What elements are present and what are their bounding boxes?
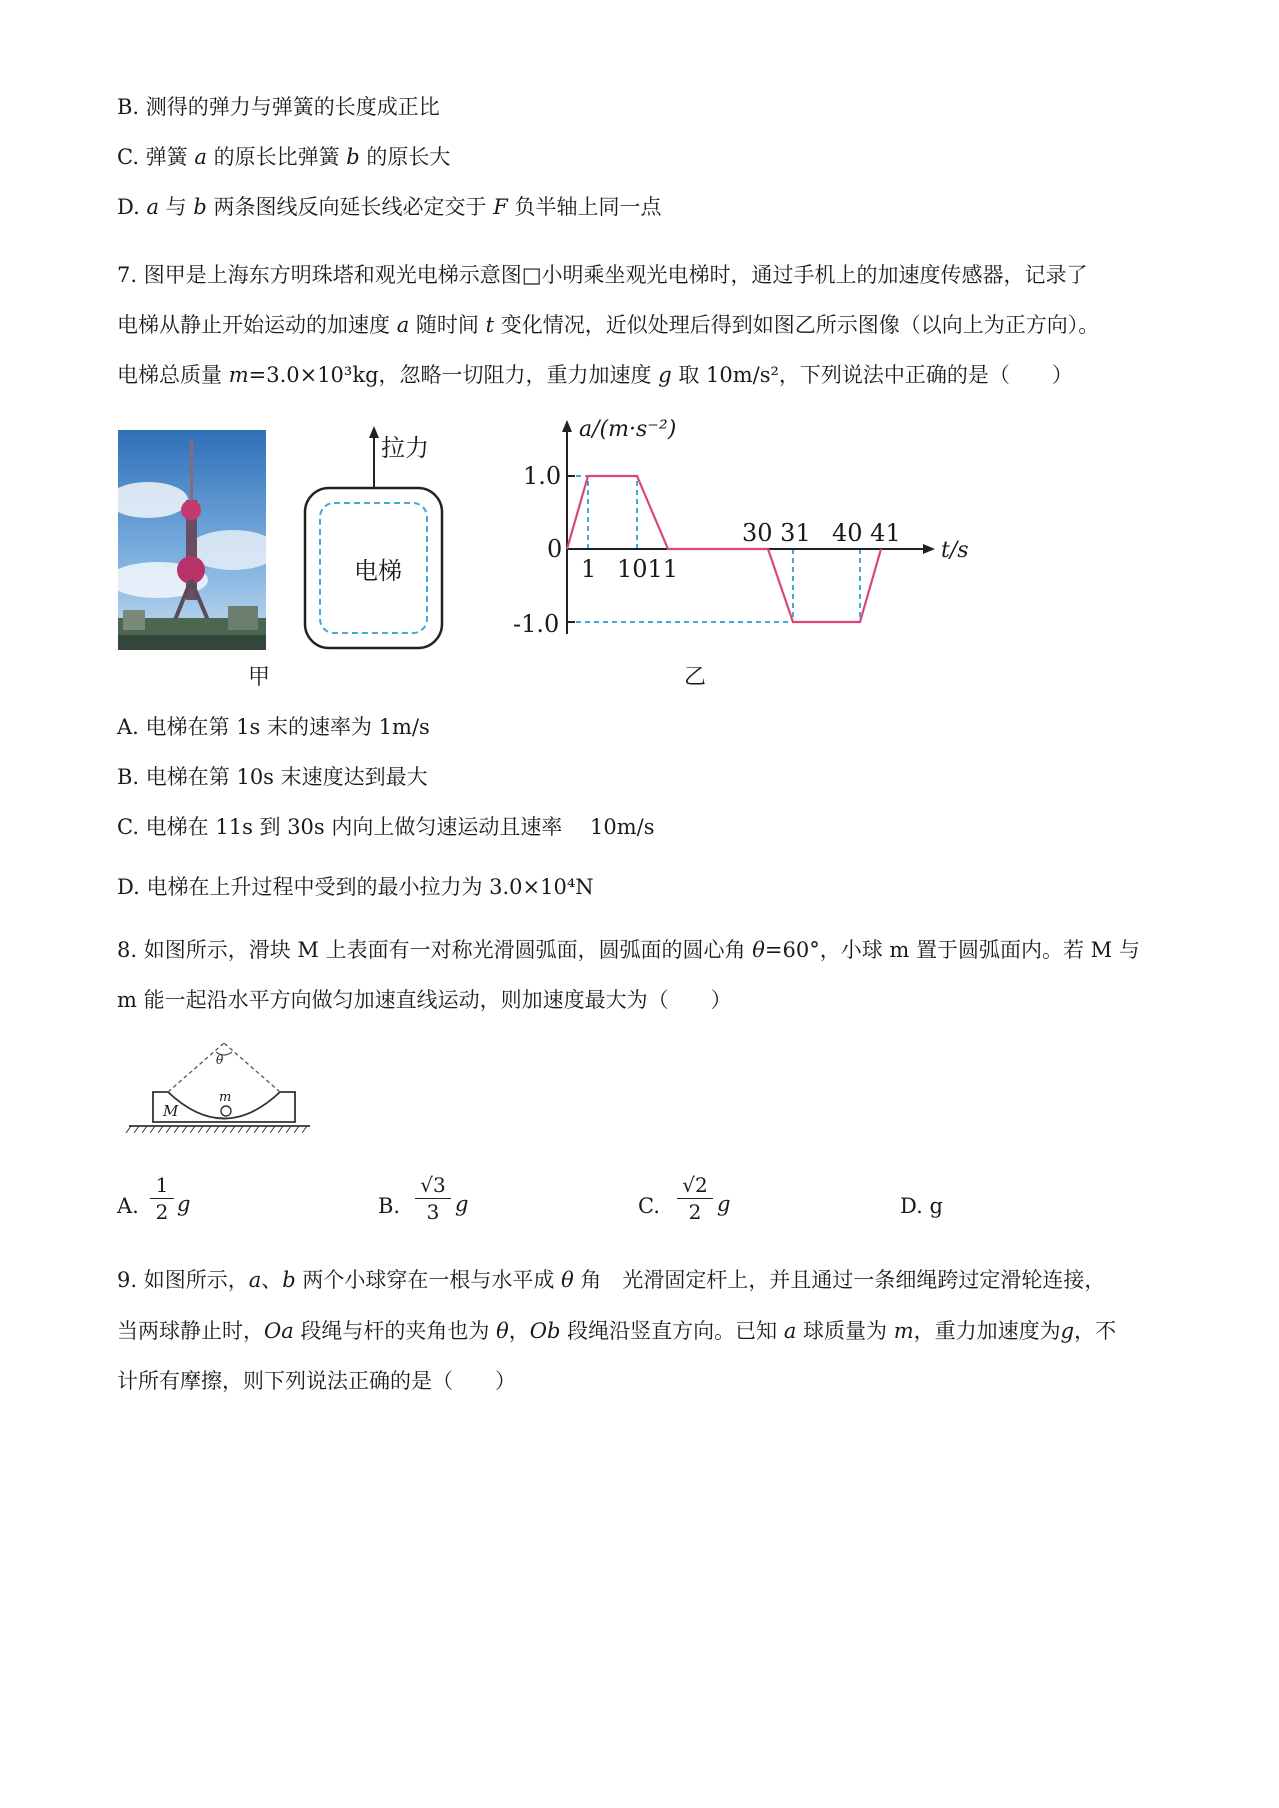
tower-photo: [118, 430, 266, 650]
q8-option-c-g: g: [717, 1192, 731, 1216]
q9-stem-line2: 当两球静止时，Oa 段绳与杆的夹角也为 θ，Ob 段绳沿竖直方向。已知 a 球质量为 m，重力加速度为g，不: [117, 1319, 1117, 1343]
q6-option-b: B. 测得的弹力与弹簧的长度成正比: [117, 95, 440, 119]
y-axis-arrow: [562, 420, 572, 432]
x-tick-label-40-41: 40 41: [832, 519, 901, 547]
figure-ball-m-label: m: [219, 1090, 232, 1105]
q7-option-b: B. 电梯在第 10s 末速度达到最大: [117, 765, 428, 789]
q6-option-d: D. a 与 b 两条图线反向延长线必定交于 F 负半轴上同一点: [117, 195, 662, 219]
y-tick-label-neg: -1.0: [513, 610, 560, 638]
x-tick-label-1: 1: [581, 555, 597, 583]
q7-option-a: A. 电梯在第 1s 末的速率为 1m/s: [117, 715, 430, 739]
q8-stem-line2: m 能一起沿水平方向做匀加速直线运动，则加速度最大为（ ）: [117, 988, 732, 1012]
x-tick-label-30-31: 30 31: [742, 519, 811, 547]
x-tick-label-10-11: 1011: [617, 555, 679, 583]
q8-option-b-g: g: [455, 1192, 469, 1216]
elevator-label: 电梯: [354, 557, 402, 585]
y-tick-label-zero: 0: [547, 535, 563, 563]
q8-option-b-label: B.: [378, 1194, 401, 1218]
y-tick-label-pos: 1.0: [523, 462, 562, 490]
figure-theta-label: θ: [216, 1053, 224, 1067]
tension-label: 拉力: [381, 434, 429, 462]
q7-stem-line3: 电梯总质量 m=3.0×10³kg，忽略一切阻力，重力加速度 g 取 10m/s²，下列说法中正确的是（ ）: [117, 363, 1073, 387]
q8-option-c-label: C.: [638, 1194, 660, 1218]
x-axis-label: t/s: [941, 538, 969, 563]
q6-option-c: C. 弹簧 a 的原长比弹簧 b 的原长大: [117, 145, 451, 169]
q9-stem-line1: 9. 如图所示，a、b 两个小球穿在一根与水平成 θ 角 光滑固定杆上，并且通过一条细绳跨过定滑轮连接，: [117, 1268, 1106, 1292]
figure-block-M-label: M: [163, 1102, 179, 1120]
q8-option-d: D. g: [900, 1194, 943, 1218]
q7-option-d: D. 电梯在上升过程中受到的最小拉力为 3.0×10⁴N: [117, 875, 594, 899]
y-axis-label: a/(m·s⁻²): [579, 417, 677, 442]
q8-stem-line1: 8. 如图所示，滑块 M 上表面有一对称光滑圆弧面，圆弧面的圆心角 θ=60°，小球 m 置于圆弧面内。若 M 与: [117, 938, 1140, 962]
q9-stem-line3: 计所有摩擦，则下列说法正确的是（ ）: [117, 1369, 516, 1393]
q8-option-b-fraction: $\frac{√3}{3}$: [415, 1172, 451, 1225]
figure-yi-label: 乙: [684, 665, 707, 690]
q7-option-c: C. 电梯在 11s 到 30s 内向上做匀速运动且速率 10m/s: [117, 815, 655, 839]
q7-stem-line1: 7. 图甲是上海东方明珠塔和观光电梯示意图□小明乘坐观光电梯时，通过手机上的加速度传感器，记录了: [117, 263, 1088, 287]
x-axis-arrow: [923, 544, 935, 554]
slider-arc-figure: [125, 1030, 325, 1145]
figure-jia-label: 甲: [248, 665, 271, 690]
q7-stem-line2: 电梯从静止开始运动的加速度 a 随时间 t 变化情况，近似处理后得到如图乙所示图像（以向上为正方向）。: [117, 313, 1100, 337]
acceleration-time-chart: [505, 410, 985, 680]
q8-option-a-label: A.: [117, 1194, 139, 1218]
q8-option-a-g: g: [177, 1192, 191, 1216]
q8-option-a-fraction: $\frac{1}{2}$: [150, 1172, 174, 1225]
q8-option-c-fraction: $\frac{√2}{2}$: [677, 1172, 713, 1225]
